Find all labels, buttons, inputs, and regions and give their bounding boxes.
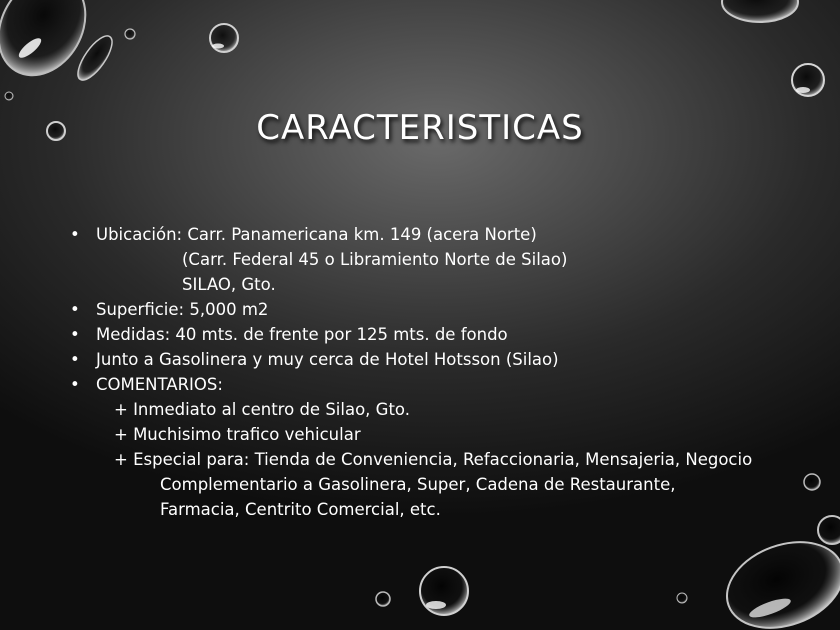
bullet-dot: • xyxy=(70,350,80,369)
comentarios-label: COMENTARIOS: xyxy=(96,375,223,394)
comentario-item-1: + Inmediato al centro de Silao, Gto. xyxy=(114,400,410,419)
drop-tiny-1 xyxy=(125,29,135,39)
bullet-dot: • xyxy=(70,225,80,244)
comentario-item-3-line-3: Farmacia, Centrito Comercial, etc. xyxy=(160,500,441,519)
bullet-ubicacion xyxy=(70,222,830,247)
bullet-dot: • xyxy=(70,325,80,344)
medidas-text: Medidas: 40 mts. de frente por 125 mts. de fondo xyxy=(96,325,508,344)
ubicacion-line-3: SILAO, Gto. xyxy=(182,275,276,294)
drop-top-right xyxy=(722,0,798,22)
bullet-comentarios xyxy=(70,372,830,397)
drop-bottom-right xyxy=(715,527,840,630)
bullet-dot: • xyxy=(70,375,80,394)
bullet-medidas xyxy=(70,322,830,347)
comentario-item-2: + Muchisimo trafico vehicular xyxy=(114,425,361,444)
bullet-superficie xyxy=(70,297,830,322)
ubicacion-label: Ubicación: xyxy=(96,225,188,244)
drop-bottom-small xyxy=(376,592,390,606)
ubicacion-value: Carr. Panamericana km. 149 (acera Norte) xyxy=(187,225,537,244)
drop-top-center xyxy=(210,24,238,52)
drop-tiny-2 xyxy=(5,92,13,100)
drop-right-1 xyxy=(792,64,824,96)
slide-body xyxy=(70,222,830,522)
comentario-item-3-line-2: Complementario a Gasolinera, Super, Cadena de Restaurante, xyxy=(160,475,676,494)
junto-text: Junto a Gasolinera y muy cerca de Hotel Hotsson (Silao) xyxy=(96,350,559,369)
drop-tiny-3 xyxy=(677,593,687,603)
bullet-junto xyxy=(70,347,830,372)
drop-bottom-center xyxy=(420,567,468,615)
superficie-text: Superficie: 5,000 m2 xyxy=(96,300,269,319)
ubicacion-line-2: (Carr. Federal 45 o Libramiento Norte de Silao) xyxy=(182,250,568,269)
slide-title: CARACTERISTICAS xyxy=(256,108,584,148)
comentario-item-3: + Especial para: Tienda de Conveniencia, Refaccionaria, Mensajeria, Negocio xyxy=(114,450,753,469)
bullet-dot: • xyxy=(70,300,80,319)
